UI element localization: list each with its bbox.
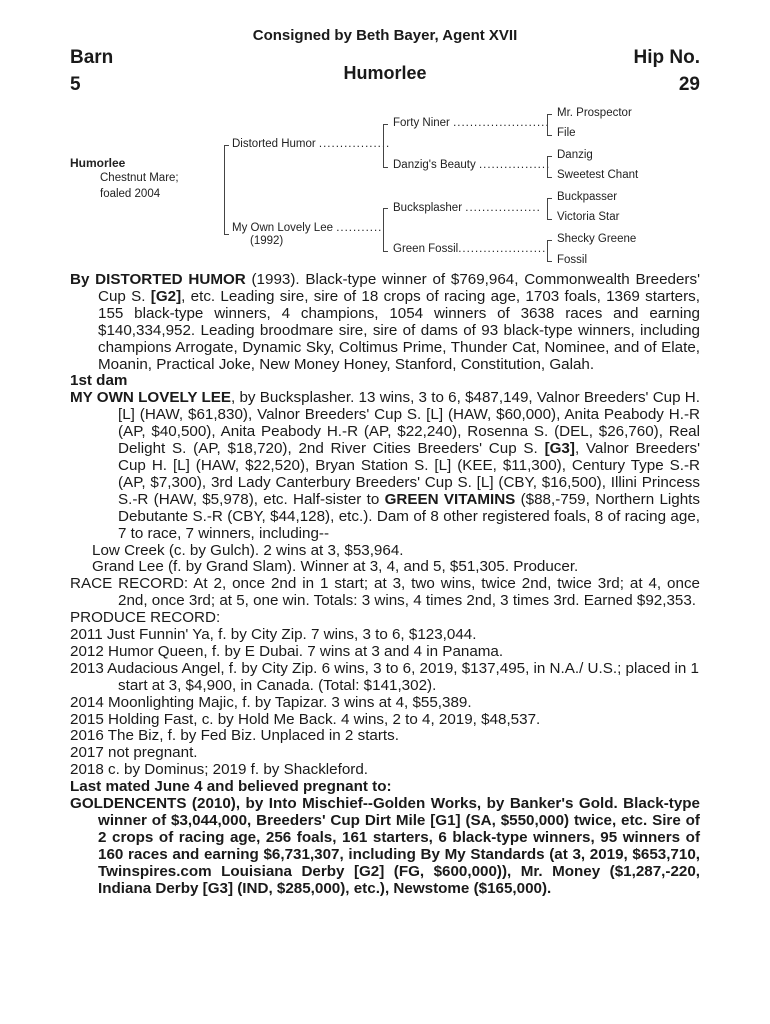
pedigree-g3-4: Sweetest Chant bbox=[557, 169, 639, 181]
pedigree-g3-5: Buckpasser bbox=[557, 191, 618, 203]
produce-entry: 2011 Just Funnin' Ya, f. by City Zip. 7 wins, 3 to 6, $123,044. bbox=[70, 626, 477, 644]
pedigree-g3-3: Danzig bbox=[557, 149, 593, 161]
pedigree-bracket-3c bbox=[547, 198, 552, 220]
mating-stallion-paragraph: GOLDENCENTS (2010), by Into Mischief--Golden Works, by Banker's Gold. Black-type winner of $3,044,000, Breeders' Cup Dirt Mile [G1] (SA, $550,000) twice, etc. Sire of 2 crops of racing age, 256 foals, 161 starters, 6 black-type winners, 95 winners of 160 races and earning $6,731,307, including By My Standards (at 3, 2019, $653,710, Twinspires.com Louisiana Derby [G2] (FG, $600,000)), Mr. Money ($1,287,-220, Indiana Derby [G3] (IND, $285,000), etc.), Newstome ($165,000). bbox=[70, 795, 700, 897]
dam-foal-2: Grand Lee (f. by Grand Slam). Winner at 3, 4, and 5, $51,305. Producer. bbox=[92, 558, 579, 576]
dam-grade: [G3] bbox=[544, 440, 575, 458]
barn-number: 5 bbox=[70, 74, 81, 95]
pedigree-bracket-3a bbox=[547, 114, 552, 136]
dam-paragraph bbox=[70, 390, 700, 542]
produce-entry: 2014 Moonlighting Majic, f. by Tapizar. 3 wins at 4, $55,389. bbox=[70, 693, 472, 711]
produce-entry: 2016 The Biz, f. by Fed Biz. Unplaced in 2 starts. bbox=[70, 727, 399, 745]
consignor-line: Consigned by Beth Bayer, Agent XVII bbox=[252, 27, 518, 44]
pedigree-bracket-3d bbox=[547, 240, 552, 262]
pedigree-g3-7: Shecky Greene bbox=[557, 233, 637, 245]
hip-label: Hip No. bbox=[633, 47, 700, 68]
first-dam-heading: 1st dam bbox=[70, 372, 128, 390]
pedigree-dam-year: (1992) bbox=[250, 235, 284, 247]
pedigree-g3-8: Fossil bbox=[557, 254, 588, 266]
pedigree-bracket-3b bbox=[547, 156, 552, 178]
pedigree-g3-6: Victoria Star bbox=[557, 211, 620, 223]
dam-sibling: GREEN VITAMINS bbox=[384, 490, 516, 508]
sire-grade: [G2] bbox=[150, 287, 182, 305]
produce-entry: 2015 Holding Fast, c. by Hold Me Back. 4 wins, 2 to 4, 2019, $48,537. bbox=[70, 710, 541, 728]
produce-entry: 2013 Audacious Angel, f. by City Zip. 6 wins, 3 to 6, 2019, $137,495, in N.A./ U.S.; placed in 1 start at 3, $4,900, in Canada. (Total: $141,302). bbox=[70, 659, 699, 694]
produce-record-heading: PRODUCE RECORD: bbox=[70, 609, 221, 627]
race-record: RACE RECORD: At 2, once 2nd in 1 start; at 3, two wins, twice 2nd, twice 3rd; at 4, once 2nd, once 3rd; at 5, one win. Totals: 3 wins, 4 times 2nd, 3 times 3rd. Earned $92,353. bbox=[70, 575, 700, 610]
pedigree-sire-dam: Danzig's Beauty ................. bbox=[393, 159, 551, 171]
pedigree-dam-dam: Green Fossil..................... bbox=[393, 243, 547, 255]
pedigree-sire: Distorted Humor ................. bbox=[232, 138, 391, 150]
produce-entry: 2018 c. by Dominus; 2019 f. by Shackleford. bbox=[70, 761, 369, 779]
pedigree-bracket-1 bbox=[224, 145, 229, 235]
pedigree-g3-1: Mr. Prospector bbox=[557, 107, 632, 119]
catalog-body bbox=[70, 272, 700, 898]
produce-entry: 2017 not pregnant. bbox=[70, 744, 198, 762]
dam-text-a: , by Bucksplasher. 13 wins, 3 to 6, $487,149, Valnor Breeders' Cup H. [L] (HAW, $61,830), Valnor Breeders' Cup S. [L] (HAW, $60,000), Anita Peabody H.-R (AP, $40,500), Anita Peabody H.-R (AP, $22,240), Rosenna S. (DEL, $26,760), Real Delight S. (AP, $18,720), 2nd River Cities Breeders' Cup S. bbox=[118, 389, 700, 458]
dam-foal-1: Low Creek (c. by Gulch). 2 wins at 3, $53,964. bbox=[92, 541, 404, 559]
sire-text-a: (1993). Black-type winner of $769,964, Commonwealth Breeders' Cup S. bbox=[98, 271, 700, 305]
horse-name-title: Humorlee bbox=[343, 63, 427, 83]
pedigree-g3-2: File bbox=[557, 127, 576, 139]
dam-text-c: ($88,-759, Northern Lights Debutante S.-R (CBY, $44,128), etc.). Dam of 8 other registered foals, 8 of racing age, 7 to race, 7 winners, including-- bbox=[118, 490, 700, 542]
mating-heading: Last mated June 4 and believed pregnant to: bbox=[70, 778, 392, 796]
pedigree-sire-sire: Forty Niner ....................... bbox=[393, 117, 550, 129]
pedigree-subject-name: Humorlee bbox=[70, 156, 126, 170]
dam-name: MY OWN LOVELY LEE bbox=[70, 389, 231, 407]
dam-text-b: , Valnor Breeders' Cup H. [L] (HAW, $22,520), Bryan Station S. [L] (KEE, $11,300), Century Type S.-R (AP, $7,300), 3rd Lady Canterbury Breeders' Cup S. [L] (CBY, $16,500), Illini Princess S.-R (HAW, $5,978), etc. Half-sister to bbox=[118, 440, 700, 508]
barn-label: Barn bbox=[70, 47, 114, 68]
sire-paragraph bbox=[70, 272, 700, 373]
hip-number: 29 bbox=[678, 74, 700, 95]
pedigree-dam: My Own Lovely Lee ........... bbox=[232, 222, 383, 234]
sire-name: By DISTORTED HUMOR bbox=[70, 271, 246, 288]
pedigree-bracket-2a bbox=[383, 124, 388, 168]
pedigree-subject-desc: Chestnut Mare; bbox=[100, 172, 179, 184]
pedigree-bracket-2b bbox=[383, 208, 388, 252]
pedigree-dam-sire: Bucksplasher .................. bbox=[393, 202, 541, 214]
sire-text-b: , etc. Leading sire, sire of 18 crops of racing age, 1703 foals, 1369 starters, 155 black-type winners, 4 champions, 1054 winners of 3638 races and earning $140,334,952. Leading broodmare sire, sire of dams of 93 black-type winners, including champions Arrogate, Dynamic Sky, Coltimus Prime, Thunder Cat, Nominee, and of Elate, Moanin, Practical Joke, New Money Honey, Stanford, Constitution, Galah. bbox=[98, 287, 700, 373]
produce-entry: 2012 Humor Queen, f. by E Dubai. 7 wins at 3 and 4 in Panama. bbox=[70, 642, 504, 660]
pedigree-subject-foaled: foaled 2004 bbox=[100, 188, 161, 200]
